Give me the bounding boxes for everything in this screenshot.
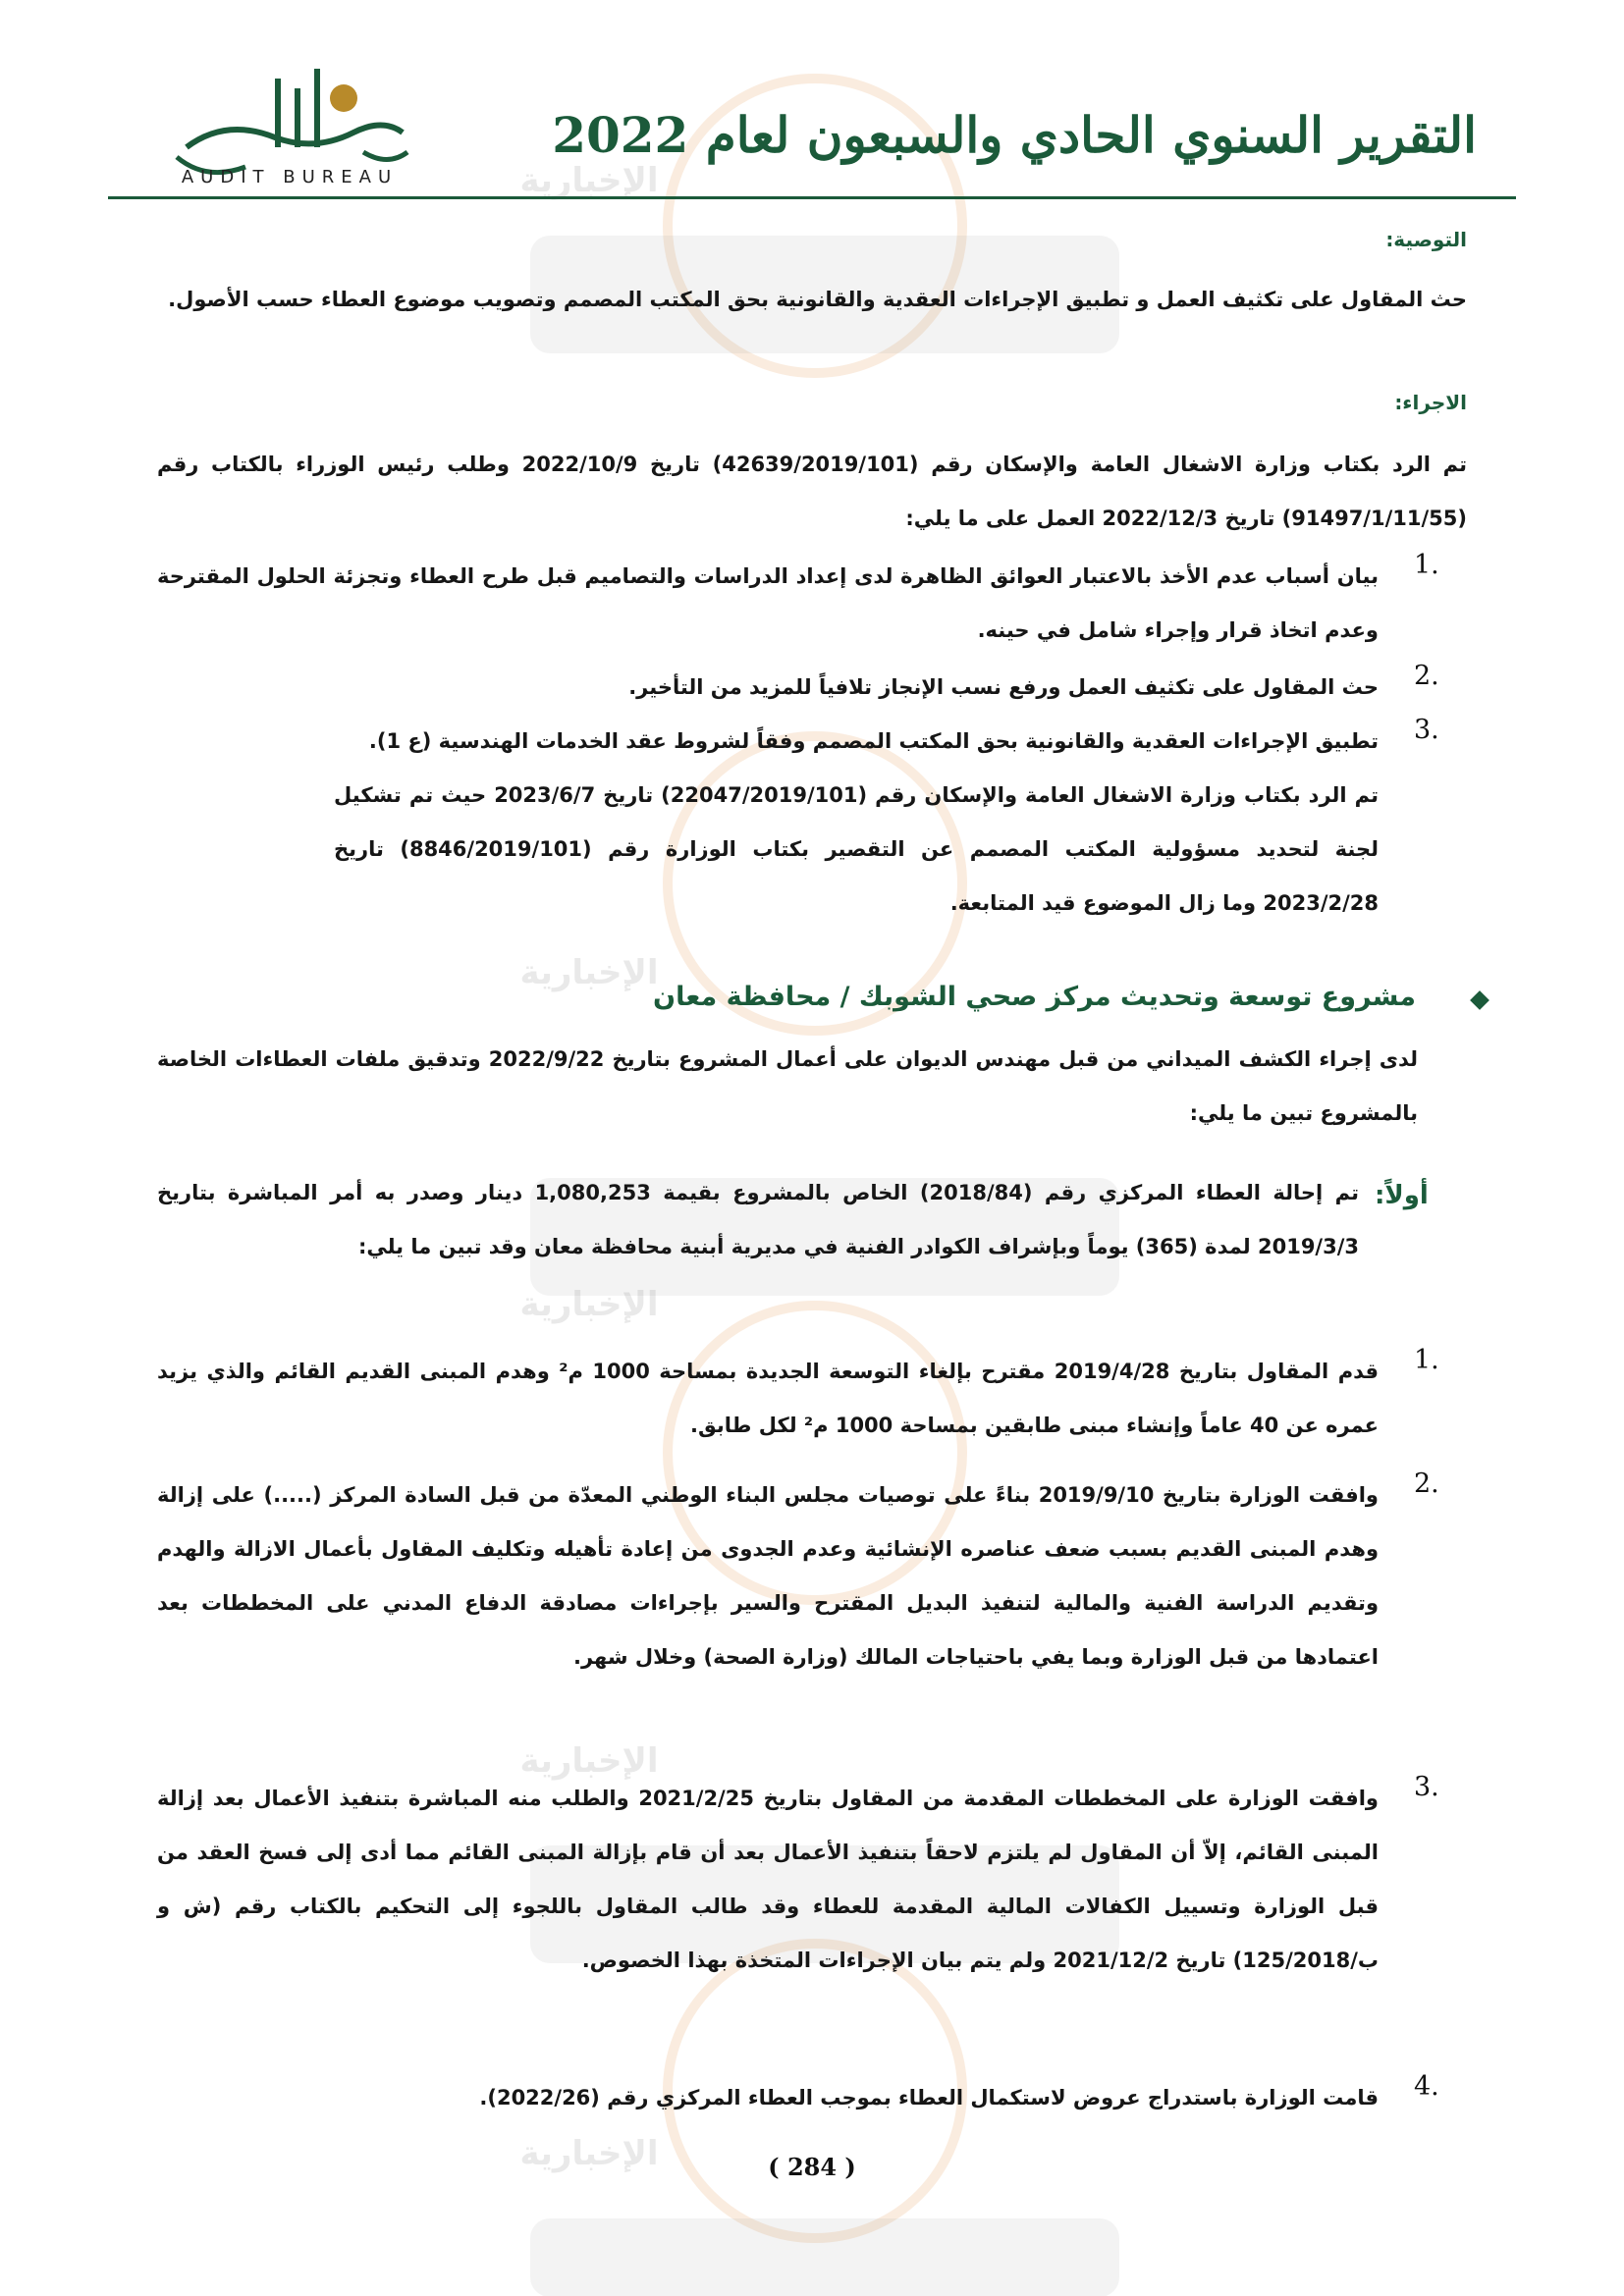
watermark-text: الإخبارية bbox=[519, 161, 659, 200]
list-item-text: قامت الوزارة باستدراج عروض لاستكمال العطاء بموجب العطاء المركزي رقم (2022/26). bbox=[479, 2086, 1379, 2109]
section-intro: لدى إجراء الكشف الميداني من قبل مهندس الديوان على أعمال المشروع بتاريخ 2022/9/22 وتدقيق ملفات العطاءات الخاصة بالمشروع تبين ما يلي: bbox=[157, 1047, 1418, 1125]
list-item-number: 1. bbox=[1414, 550, 1439, 580]
recommendation-label: التوصية: bbox=[1385, 228, 1467, 251]
watermark-text: الإخبارية bbox=[519, 1285, 659, 1324]
procedure-intro: تم الرد بكتاب وزارة الاشغال العامة والإسكان رقم (42639/2019/101) تاريخ 2022/10/9 وطلب رئيس الوزراء بالكتاب رقم (91497/1/11/55) تاريخ 2022/12/3 العمل على ما يلي: bbox=[157, 453, 1467, 530]
recommendation-text: حث المقاول على تكثيف العمل و تطبيق الإجراءات العقدية والقانونية بحق المكتب المصمم وتصويب موضوع العطاء حسب الأصول. bbox=[168, 288, 1467, 311]
procedure-label: الاجراء: bbox=[1394, 391, 1467, 414]
page-number: ( 284 ) bbox=[768, 2153, 856, 2181]
list-item-text: بيان أسباب عدم الأخذ بالاعتبار العوائق الظاهرة لدى إعداد الدراسات والتصاميم قبل طرح العطاء وتجزئة الحلول المقترحة وعدم اتخاذ قرار وإجراء شامل في حينه. bbox=[157, 564, 1379, 642]
list-item-number: 4. bbox=[1414, 2071, 1439, 2102]
list-item-number: 3. bbox=[1414, 715, 1439, 745]
list-item-number: 1. bbox=[1414, 1345, 1439, 1375]
list-item-number: 2. bbox=[1414, 661, 1439, 691]
watermark-text: الإخبارية bbox=[519, 1741, 659, 1781]
list-item-text: وافقت الوزارة على المخططات المقدمة من المقاول بتاريخ 2021/2/25 والطلب منه المباشرة بتنفيذ الأعمال بعد إزالة المبنى القائم، إلاّ أن المقاول لم يلتزم لاحقاً بتنفيذ الأعمال بعد أن قام بإزالة المبنى القائم مما أدى إلى فسخ العقد من قبل الوزارة وتسييل الكفالات المالية المقدمة للعطاء وقد طالب المقاول باللجوء إلى التحكيم بالكتاب رقم (ش و ب/125/2018) تاريخ 2021/12/2 ولم يتم بيان الإجراءات المتخذة بهذا الخصوص. bbox=[157, 1787, 1379, 1972]
list-item-text: حث المقاول على تكثيف العمل ورفع نسب الإنجاز تلافياً للمزيد من التأخير. bbox=[628, 675, 1379, 699]
firstly-text: تم إحالة العطاء المركزي رقم (2018/84) الخاص بالمشروع بقيمة 1,080,253 دينار وصدر به أمر المباشرة بتاريخ 2019/3/3 لمدة (365) يوماً وبإشراف الكوادر الفنية في مديرية أبنية محافظة معان وقد تبين ما يلي: bbox=[157, 1181, 1359, 1258]
watermark-text: الإخبارية bbox=[519, 2134, 659, 2173]
header-divider bbox=[108, 196, 1516, 199]
logo-caption: AUDIT BUREAU bbox=[181, 167, 399, 187]
procedure-followup: تم الرد بكتاب وزارة الاشغال العامة والإسكان رقم (22047/2019/101) تاريخ 2023/6/7 حيث تم تشكيل لجنة لتحديد مسؤولية المكتب المصمم عن التقصير بكتاب الوزارة رقم (8846/2019/101) تاريخ 2023/2/28 وما زال الموضوع قيد المتابعة. bbox=[334, 783, 1380, 915]
list-item-number: 3. bbox=[1414, 1772, 1439, 1802]
report-title: التقرير السنوي الحادي والسبعون لعام 2022 bbox=[552, 106, 1477, 164]
watermark-text: الإخبارية bbox=[519, 953, 659, 992]
bullet-diamond-icon bbox=[1470, 990, 1489, 1010]
list-item-number: 2. bbox=[1414, 1468, 1439, 1499]
list-item-text: وافقت الوزارة بتاريخ 2019/9/10 بناءً على توصيات مجلس البناء الوطني المعدّة من قبل السادة المركز (.....) على إزالة وهدم المبنى القديم بسبب ضعف عناصره الإنشائية وعدم الجدوى من إعادة تأهيله وتكليف المقاول بأعمال الازالة والهدم وتقديم الدراسة الفنية والمالية لتنفيذ البديل المقترح والسير بإجراءات مصادقة الدفاع المدني على المخططات بعد اعتمادها من قبل الوزارة وبما يفي باحتياجات المالك (وزارة الصحة) وخلال شهر. bbox=[157, 1483, 1379, 1669]
firstly-label: أولاً: bbox=[1375, 1181, 1429, 1210]
section-title: مشروع توسعة وتحديث مركز صحي الشوبك / محافظة معان bbox=[653, 982, 1416, 1012]
list-item-text: قدم المقاول بتاريخ 2019/4/28 مقترح بإلغاء التوسعة الجديدة بمساحة 1000 م² وهدم المبنى القديم القائم والذي يزيد عمره عن 40 عاماً وإنشاء مبنى طابقين بمساحة 1000 م² لكل طابق. bbox=[157, 1360, 1380, 1437]
list-item-text: تطبيق الإجراءات العقدية والقانونية بحق المكتب المصمم وفقاً لشروط عقد الخدمات الهندسية (ع 1). bbox=[368, 729, 1379, 753]
